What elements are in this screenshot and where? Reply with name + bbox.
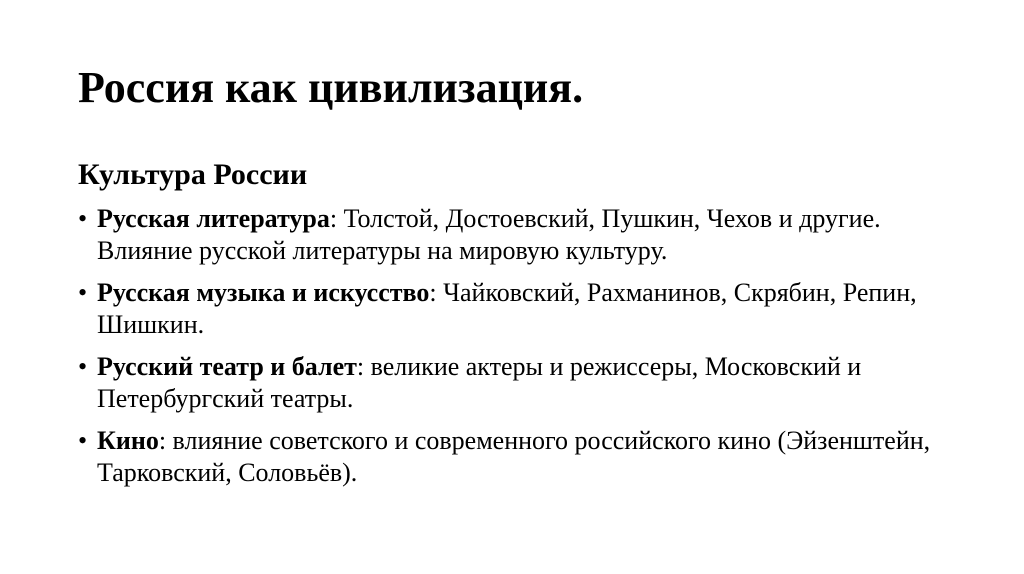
bullet-item-literature [78,203,958,267]
slide-title: Россия как цивилизация. [78,63,584,112]
bullet-text: : великие актеры и режиссеры, Московский и Петербургский театры. [97,352,862,413]
bullet-item-music-art [78,277,958,341]
bullet-marker: • [78,204,88,233]
bullet-lead: Кино [97,426,159,455]
bullet-lead: Русский театр и балет [97,352,357,381]
bullet-list [78,203,958,499]
bullet-text: : влияние советского и современного российского кино (Эйзенштейн, Тарковский, Соловьёв). [97,426,931,487]
bullet-marker: • [78,278,88,307]
bullet-lead: Русская литература [97,204,330,233]
bullet-item-cinema [78,425,958,489]
bullet-text: : Толстой, Достоевский, Пушкин, Чехов и другие. Влияние русской литературы на мировую культуру. [97,204,881,265]
section-heading: Культура России [78,158,308,191]
bullet-lead: Русская музыка и искусство [97,278,430,307]
bullet-text: : Чайковский, Рахманинов, Скрябин, Репин, Шишкин. [97,278,917,339]
bullet-item-theatre-ballet [78,351,958,415]
bullet-marker: • [78,426,88,455]
bullet-marker: • [78,352,88,381]
